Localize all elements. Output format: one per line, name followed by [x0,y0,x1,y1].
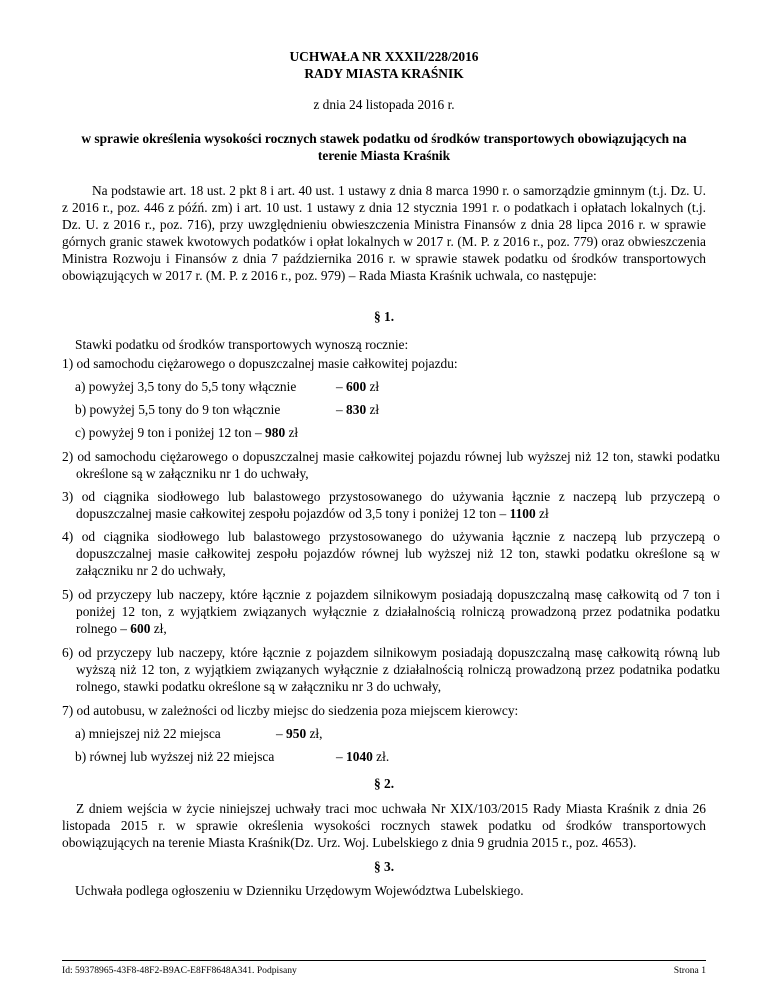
section-1-heading: § 1. [373,309,395,324]
item-3: 3) od ciągnika siodłowego lub balastowego przystosowanego do używania łącznie z naczepą lub przyczepą o dopuszczalnej masie całkowitej zespołu pojazdów od 3,5 tony i poniżej 12 ton – 1100 zł [62,489,720,521]
item-4: 4) od ciągnika siodłowego lub balastowego przystosowanego do używania łącznie z naczepą lub przyczepą o dopuszczalnej masie całkowitej zespołu pojazdów równej lub wyższej niż 12 ton, stawki podatku określone są w załączniku nr 2 do uchwały, [62,529,720,578]
item-2: 2) od samochodu ciężarowego o dopuszczalnej masie całkowitej pojazdu równej lub wyższej niż 12 ton, stawki podatku określone są w załączniku nr 1 do uchwały, [62,449,720,481]
item-5: 5) od przyczepy lub naczepy, które łącznie z pojazdem silnikowym posiadają dopuszczalną masę całkowitą od 7 ton i poniżej 12 ton, z wyjątkiem związanych wyłącznie z działalnością rolniczą prowadzoną przez podatnika podatku rolnego – 600 zł, [62,587,720,636]
section-3-heading: § 3. [373,859,395,874]
subject-line-1: w sprawie określenia wysokości rocznych stawek podatku od środków transportowych obowiązujących na [81,131,687,146]
title-line-1: UCHWAŁA NR XXXII/228/2016 [289,49,479,64]
item-7b-label: b) równej lub wyższej niż 22 miejsca [75,749,275,764]
title-line-2: RADY MIASTA KRAŚNIK [304,66,464,81]
footer-document-id: Id: 59378965-43F8-48F2-B9AC-E8FF8648A341. Podpisany [62,965,297,976]
item-1a-label: a) powyżej 3,5 tony do 5,5 tony włącznie [75,379,297,394]
item-7: 7) od autobusu, w zależności od liczby miejsc do siedzenia poza miejscem kierowcy: [62,703,519,718]
footer-page-number: Strona 1 [673,965,706,976]
document-subject [40,130,728,164]
item-1: 1) od samochodu ciężarowego o dopuszczalnej masie całkowitej pojazdu: [62,356,458,371]
preamble: Na podstawie art. 18 ust. 2 pkt 8 i art. 40 ust. 1 ustawy z dnia 8 marca 1990 r. o samorządzie gminnym (t.j. Dz. U. z 2016 r., poz. 446 z późń. zm) i art. 10 ust. 1 ustawy z dnia 12 stycznia 1991 r. o podatkach i opłatach lokalnych (t.j. Dz. U. z 2016 r., poz. 716), przy uwzględnieniu obwieszczenia Ministra Finansów z dnia 28 lipca 2016 r. w sprawie górnych granic stawek kwotowych podatków i opłat lokalnych w 2017 r. (M. P. z 2016 r., poz. 779) oraz obwieszczenia Ministra Rozwoju i Finansów z dnia 7 października 2016 r. w sprawie stawek podatku od środków transportowych obowiązujących w 2017 r. (M. P. z 2016 r., poz. 979) – Rada Miasta Kraśnik uchwala, co następuje: [62,183,706,283]
subject-line-2: terenie Miasta Kraśnik [317,148,451,163]
item-7a-label: a) mniejszej niż 22 miejsca [75,726,221,741]
item-1b-label: b) powyżej 5,5 tony do 9 ton włącznie [75,402,281,417]
document-title [0,48,768,82]
section-2-heading: § 2. [373,776,395,791]
item-1c: c) powyżej 9 ton i poniżej 12 ton – 980 zł [75,425,299,440]
item-6: 6) od przyczepy lub naczepy, które łącznie z pojazdem silnikowym posiadają dopuszczalną masę całkowitą równą lub wyższą niż 12 ton, z wyjątkiem związanych wyłącznie z działalnością rolniczą prowadzoną przez podatnika podatku rolnego, stawki podatku określone są w załączniku nr 3 do uchwały, [62,645,720,694]
item-7a-amount: – 950 zł, [276,726,323,741]
item-1b-amount: – 830 zł [336,402,380,417]
section-2-text: Z dniem wejścia w życie niniejszej uchwały traci moc uchwała Nr XIX/103/2015 Rady Miasta Kraśnik z dnia 26 listopada 2015 r. w sprawie określenia wysokości rocznych stawek podatku od środków transportowych obowiązujących na terenie Miasta Kraśnik(Dz. Urz. Woj. Lubelskiego z dnia 9 grudnia 2015 r., poz. 4653). [62,801,706,850]
item-7b-amount: – 1040 zł. [336,749,390,764]
footer-divider [62,960,706,961]
document-date: z dnia 24 listopada 2016 r. [313,97,455,112]
item-1a-amount: – 600 zł [336,379,380,394]
section-3-text: Uchwała podlega ogłoszeniu w Dzienniku Urzędowym Województwa Lubelskiego. [75,883,524,898]
section-1-intro: Stawki podatku od środków transportowych wynoszą rocznie: [75,337,409,352]
